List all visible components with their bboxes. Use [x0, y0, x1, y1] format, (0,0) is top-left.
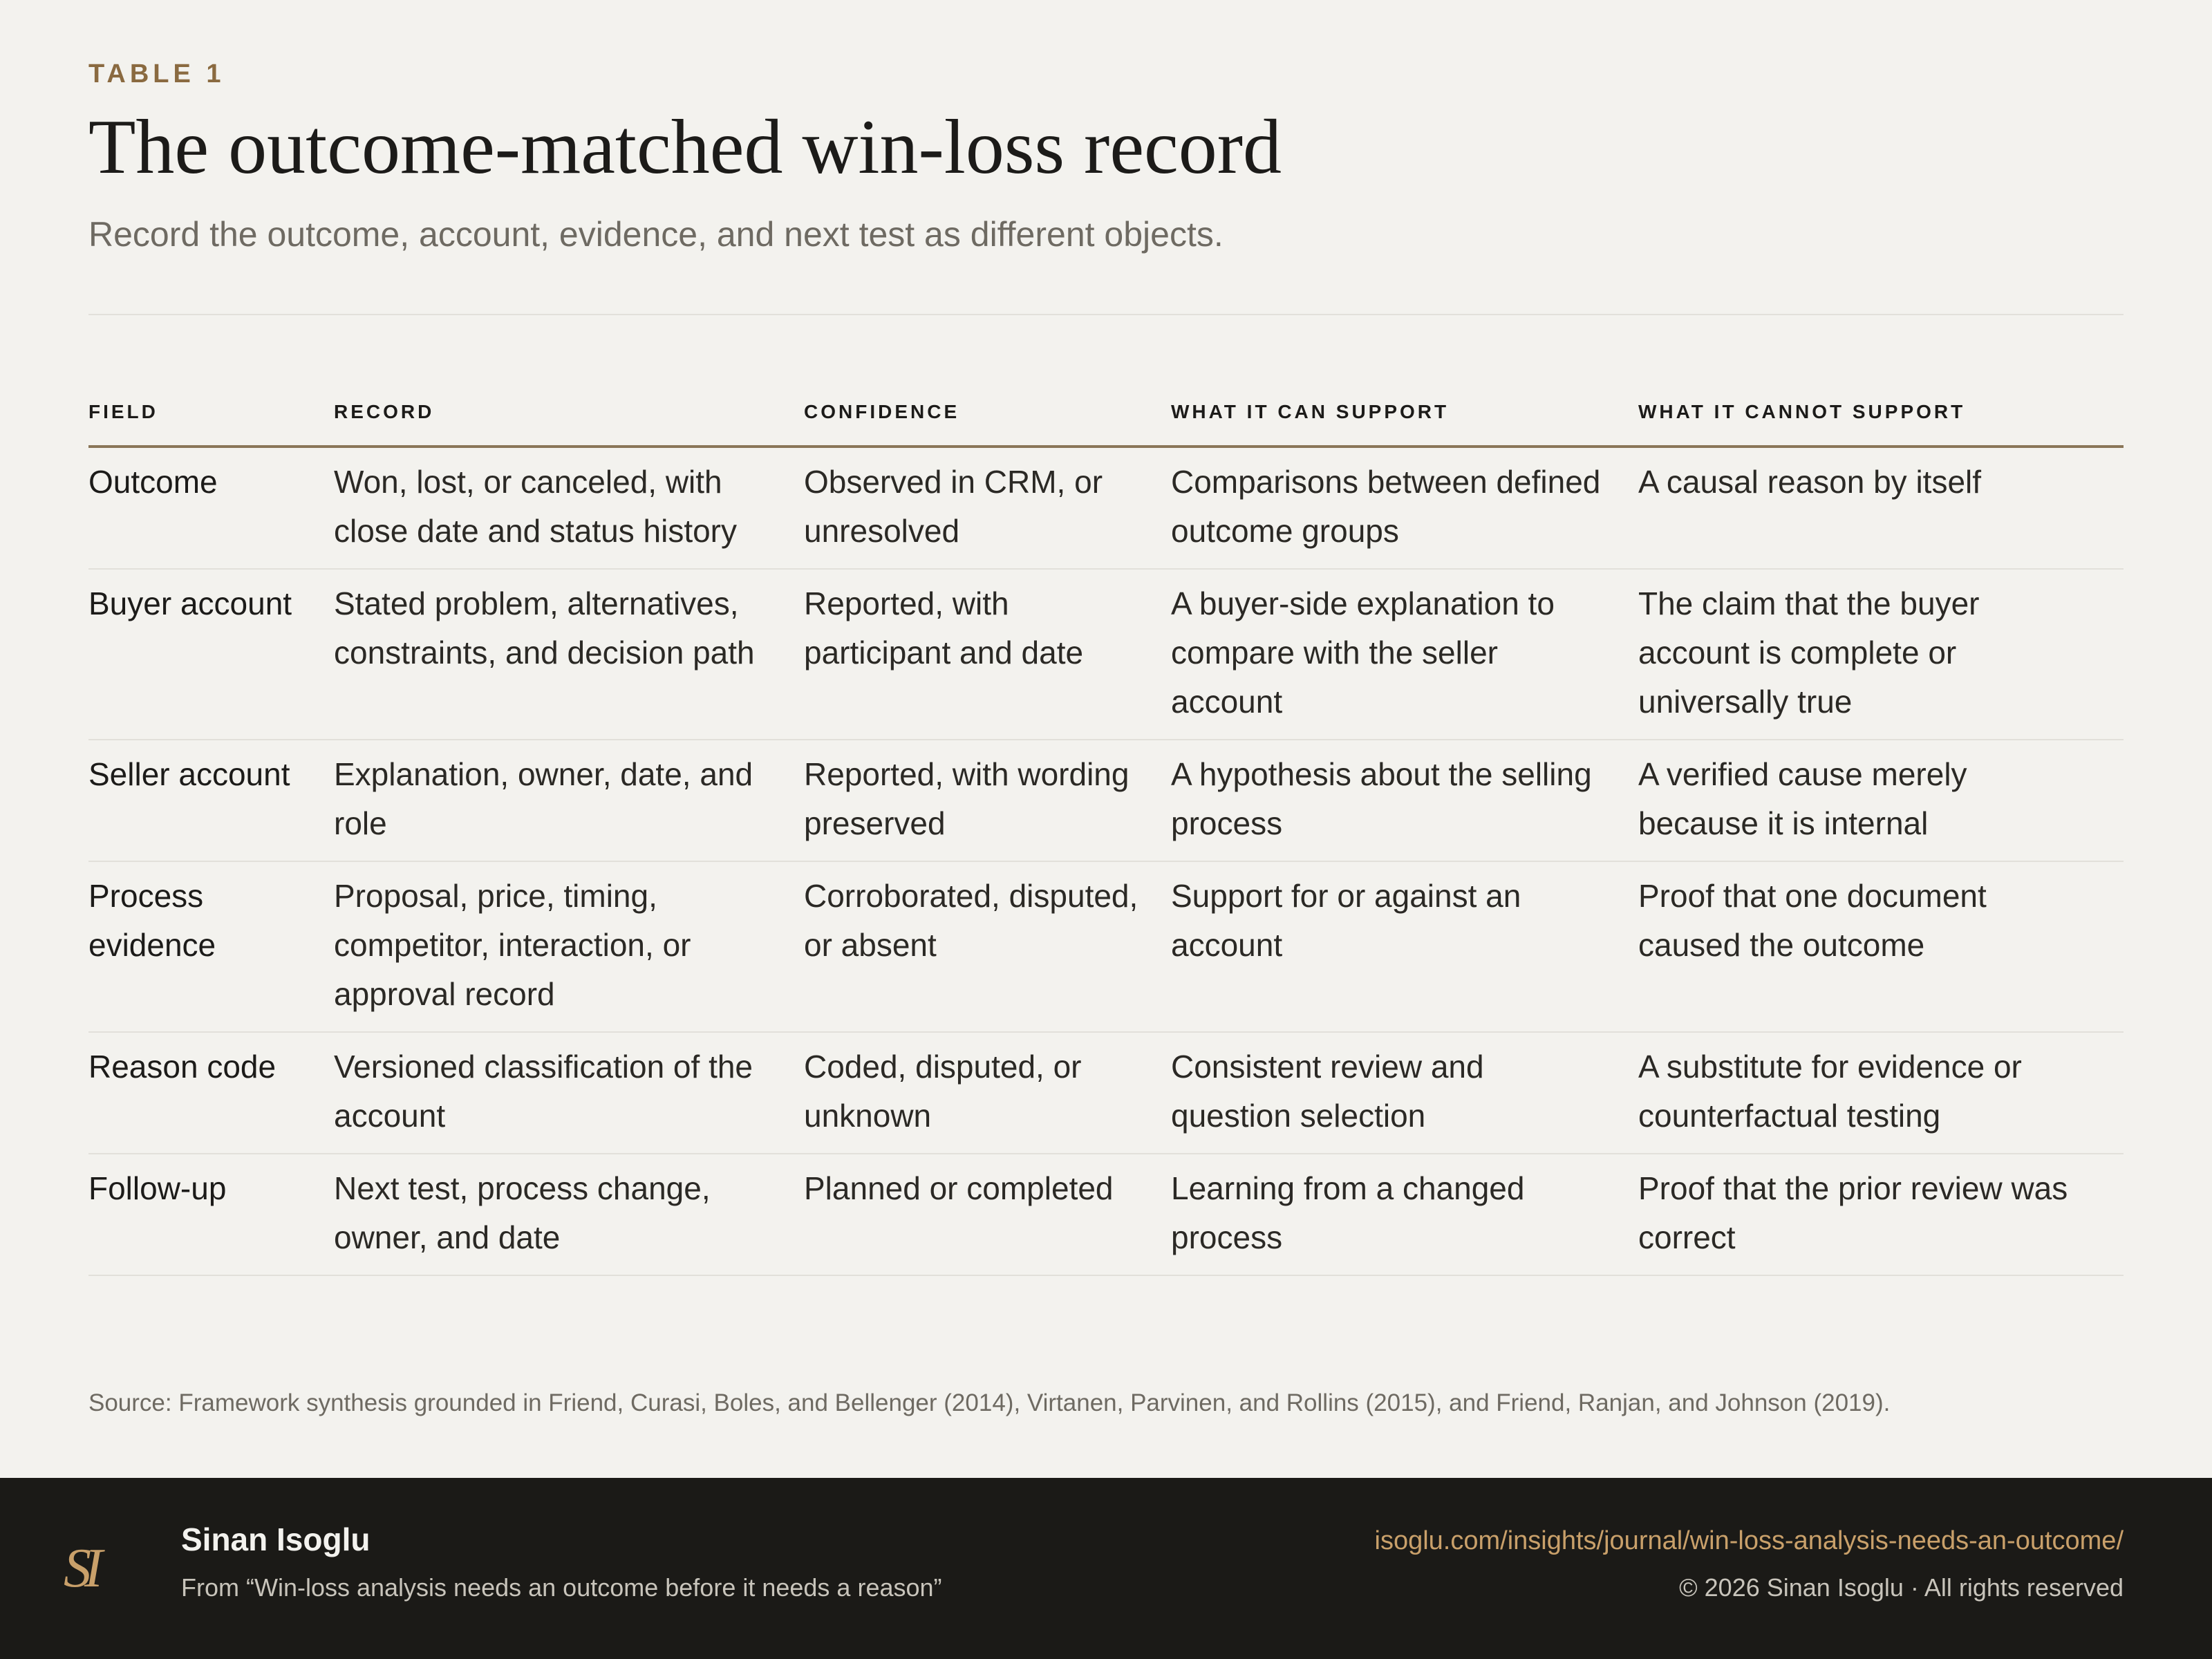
- column-header-cannot-support: WHAT IT CANNOT SUPPORT: [1638, 401, 2124, 447]
- cell-record: Explanation, owner, date, and role: [334, 740, 804, 861]
- page-title: The outcome-matched win-loss record: [88, 104, 1282, 190]
- cell-cannot-support: Proof that one document caused the outcome: [1638, 861, 2124, 1032]
- cell-cannot-support: Proof that the prior review was correct: [1638, 1154, 2124, 1275]
- cell-record: Stated problem, alternatives, constraints, and decision path: [334, 569, 804, 740]
- table-row: [88, 740, 2124, 861]
- cell-can-support: A buyer-side explanation to compare with the seller account: [1171, 569, 1638, 740]
- cell-record: Won, lost, or canceled, with close date and status history: [334, 447, 804, 569]
- column-header-field: FIELD: [88, 401, 334, 447]
- table-body: [88, 447, 2124, 1275]
- source-note: Source: Framework synthesis grounded in Friend, Curasi, Boles, and Bellenger (2014), Virtanen, Parvinen, and Rollins (2015), and Friend, Ranjan, and Johnson (2019).: [88, 1389, 1891, 1416]
- win-loss-record-table: [88, 401, 2124, 1276]
- author-logo: SI: [64, 1538, 96, 1599]
- header-divider: [88, 314, 2124, 315]
- cell-confidence: Corroborated, disputed, or absent: [804, 861, 1171, 1032]
- cell-record: Versioned classification of the account: [334, 1032, 804, 1154]
- table-header-row: [88, 401, 2124, 447]
- cell-field: Outcome: [88, 447, 334, 569]
- cell-can-support: Consistent review and question selection: [1171, 1032, 1638, 1154]
- table-row: [88, 447, 2124, 569]
- article-reference: From “Win-loss analysis needs an outcome before it needs a reason”: [181, 1573, 942, 1602]
- cell-field: Buyer account: [88, 569, 334, 740]
- table-row: [88, 861, 2124, 1032]
- cell-confidence: Reported, with participant and date: [804, 569, 1171, 740]
- author-name: Sinan Isoglu: [181, 1521, 371, 1557]
- cell-cannot-support: A verified cause merely because it is internal: [1638, 740, 2124, 861]
- copyright-notice: © 2026 Sinan Isoglu · All rights reserved: [1679, 1573, 2124, 1602]
- cell-can-support: Comparisons between defined outcome groups: [1171, 447, 1638, 569]
- column-header-can-support: WHAT IT CAN SUPPORT: [1171, 401, 1638, 447]
- page-subtitle: Record the outcome, account, evidence, and next test as different objects.: [88, 215, 1224, 254]
- cell-cannot-support: The claim that the buyer account is complete or universally true: [1638, 569, 2124, 740]
- cell-can-support: Support for or against an account: [1171, 861, 1638, 1032]
- table-row: [88, 1032, 2124, 1154]
- cell-confidence: Reported, with wording preserved: [804, 740, 1171, 861]
- cell-cannot-support: A substitute for evidence or counterfactual testing: [1638, 1032, 2124, 1154]
- cell-cannot-support: A causal reason by itself: [1638, 447, 2124, 569]
- cell-can-support: A hypothesis about the selling process: [1171, 740, 1638, 861]
- cell-field: Process evidence: [88, 861, 334, 1032]
- table-row: [88, 569, 2124, 740]
- column-header-confidence: CONFIDENCE: [804, 401, 1171, 447]
- table-row: [88, 1154, 2124, 1275]
- cell-record: Next test, process change, owner, and date: [334, 1154, 804, 1275]
- cell-field: Reason code: [88, 1032, 334, 1154]
- cell-field: Follow-up: [88, 1154, 334, 1275]
- cell-field: Seller account: [88, 740, 334, 861]
- column-header-record: RECORD: [334, 401, 804, 447]
- cell-record: Proposal, price, timing, competitor, interaction, or approval record: [334, 861, 804, 1032]
- article-link[interactable]: isoglu.com/insights/journal/win-loss-analysis-needs-an-outcome/: [1374, 1526, 2124, 1555]
- table-eyebrow: TABLE 1: [88, 59, 225, 88]
- cell-can-support: Learning from a changed process: [1171, 1154, 1638, 1275]
- cell-confidence: Coded, disputed, or unknown: [804, 1032, 1171, 1154]
- cell-confidence: Planned or completed: [804, 1154, 1171, 1275]
- footer: [0, 1478, 2212, 1659]
- cell-confidence: Observed in CRM, or unresolved: [804, 447, 1171, 569]
